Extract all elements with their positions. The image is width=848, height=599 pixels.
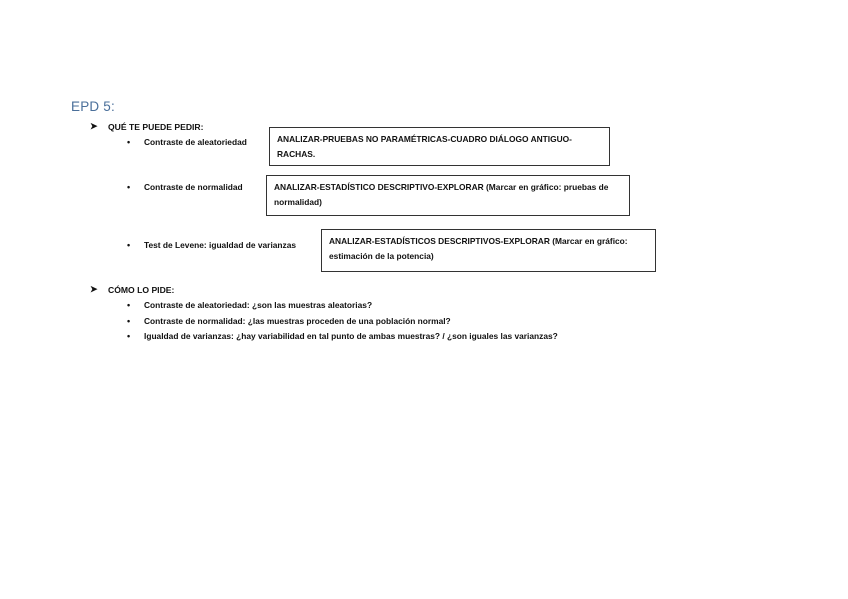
bullet-dot-icon: •	[127, 137, 131, 147]
item-label: Contraste de aleatoriedad	[144, 137, 247, 147]
bullet-dot-icon: •	[127, 240, 131, 250]
item-text: Contraste de aleatoriedad: ¿son las muestras aleatorias?	[144, 300, 373, 310]
item-text: Igualdad de varianzas: ¿hay variabilidad en tal punto de ambas muestras? / ¿son iguales las varianzas?	[144, 331, 558, 341]
list-item	[127, 331, 558, 341]
bullet-dot-icon: •	[127, 316, 131, 326]
list-item	[127, 137, 247, 147]
section-title: QUÉ TE PUEDE PEDIR:	[108, 121, 204, 132]
list-item	[127, 240, 296, 250]
bullet-dot-icon: •	[127, 182, 131, 192]
list-item	[127, 300, 372, 310]
section-que-te-puede-pedir	[90, 121, 204, 132]
page-heading: EPD 5:	[71, 99, 115, 114]
arrowhead-bullet-icon: ➤	[90, 284, 98, 294]
instruction-box: ANALIZAR-ESTADÍSTICOS DESCRIPTIVOS-EXPLORAR (Marcar en gráfico: estimación de la potencia)	[321, 229, 656, 272]
instruction-box: ANALIZAR-PRUEBAS NO PARAMÉTRICAS-CUADRO DIÁLOGO ANTIGUO-RACHAS.	[269, 127, 610, 166]
instruction-box: ANALIZAR-ESTADÍSTICO DESCRIPTIVO-EXPLORAR (Marcar en gráfico: pruebas de normalidad)	[266, 175, 630, 216]
bullet-dot-icon: •	[127, 331, 131, 341]
item-label: Contraste de normalidad	[144, 182, 243, 192]
item-label: Test de Levene: igualdad de varianzas	[144, 240, 297, 250]
arrowhead-bullet-icon: ➤	[90, 121, 98, 131]
bullet-dot-icon: •	[127, 300, 131, 310]
item-text: Contraste de normalidad: ¿las muestras proceden de una población normal?	[144, 316, 451, 326]
list-item	[127, 316, 451, 326]
section-como-lo-pide	[90, 284, 174, 295]
section-title: CÓMO LO PIDE:	[108, 284, 175, 295]
list-item	[127, 182, 243, 192]
